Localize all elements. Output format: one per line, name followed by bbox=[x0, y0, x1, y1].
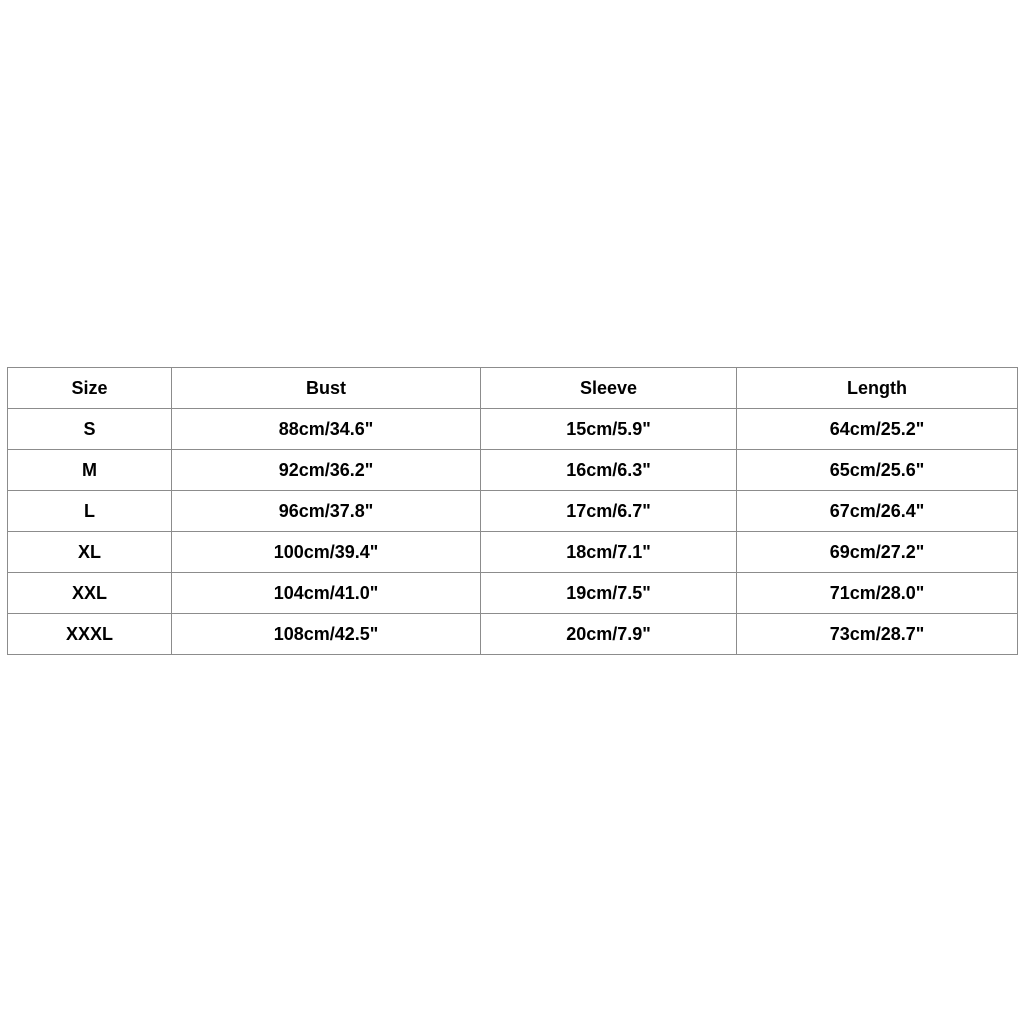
cell-size: XXXL bbox=[8, 614, 172, 655]
cell-size: XXL bbox=[8, 573, 172, 614]
size-chart-table bbox=[7, 367, 1018, 655]
cell-bust: 96cm/37.8" bbox=[172, 491, 481, 532]
cell-length: 65cm/25.6" bbox=[737, 450, 1018, 491]
cell-bust: 88cm/34.6" bbox=[172, 409, 481, 450]
cell-bust: 104cm/41.0" bbox=[172, 573, 481, 614]
cell-sleeve: 15cm/5.9" bbox=[481, 409, 737, 450]
cell-sleeve: 18cm/7.1" bbox=[481, 532, 737, 573]
cell-length: 64cm/25.2" bbox=[737, 409, 1018, 450]
table-row bbox=[8, 573, 1018, 614]
cell-sleeve: 17cm/6.7" bbox=[481, 491, 737, 532]
cell-bust: 100cm/39.4" bbox=[172, 532, 481, 573]
header-size: Size bbox=[8, 368, 172, 409]
table-row bbox=[8, 409, 1018, 450]
cell-size: XL bbox=[8, 532, 172, 573]
table-row bbox=[8, 532, 1018, 573]
cell-length: 69cm/27.2" bbox=[737, 532, 1018, 573]
cell-length: 71cm/28.0" bbox=[737, 573, 1018, 614]
header-bust: Bust bbox=[172, 368, 481, 409]
cell-length: 67cm/26.4" bbox=[737, 491, 1018, 532]
cell-bust: 92cm/36.2" bbox=[172, 450, 481, 491]
cell-size: L bbox=[8, 491, 172, 532]
cell-length: 73cm/28.7" bbox=[737, 614, 1018, 655]
cell-size: S bbox=[8, 409, 172, 450]
cell-bust: 108cm/42.5" bbox=[172, 614, 481, 655]
table-row bbox=[8, 450, 1018, 491]
table-row bbox=[8, 614, 1018, 655]
cell-size: M bbox=[8, 450, 172, 491]
cell-sleeve: 19cm/7.5" bbox=[481, 573, 737, 614]
header-length: Length bbox=[737, 368, 1018, 409]
cell-sleeve: 16cm/6.3" bbox=[481, 450, 737, 491]
header-sleeve: Sleeve bbox=[481, 368, 737, 409]
cell-sleeve: 20cm/7.9" bbox=[481, 614, 737, 655]
table-header-row bbox=[8, 368, 1018, 409]
table-row bbox=[8, 491, 1018, 532]
